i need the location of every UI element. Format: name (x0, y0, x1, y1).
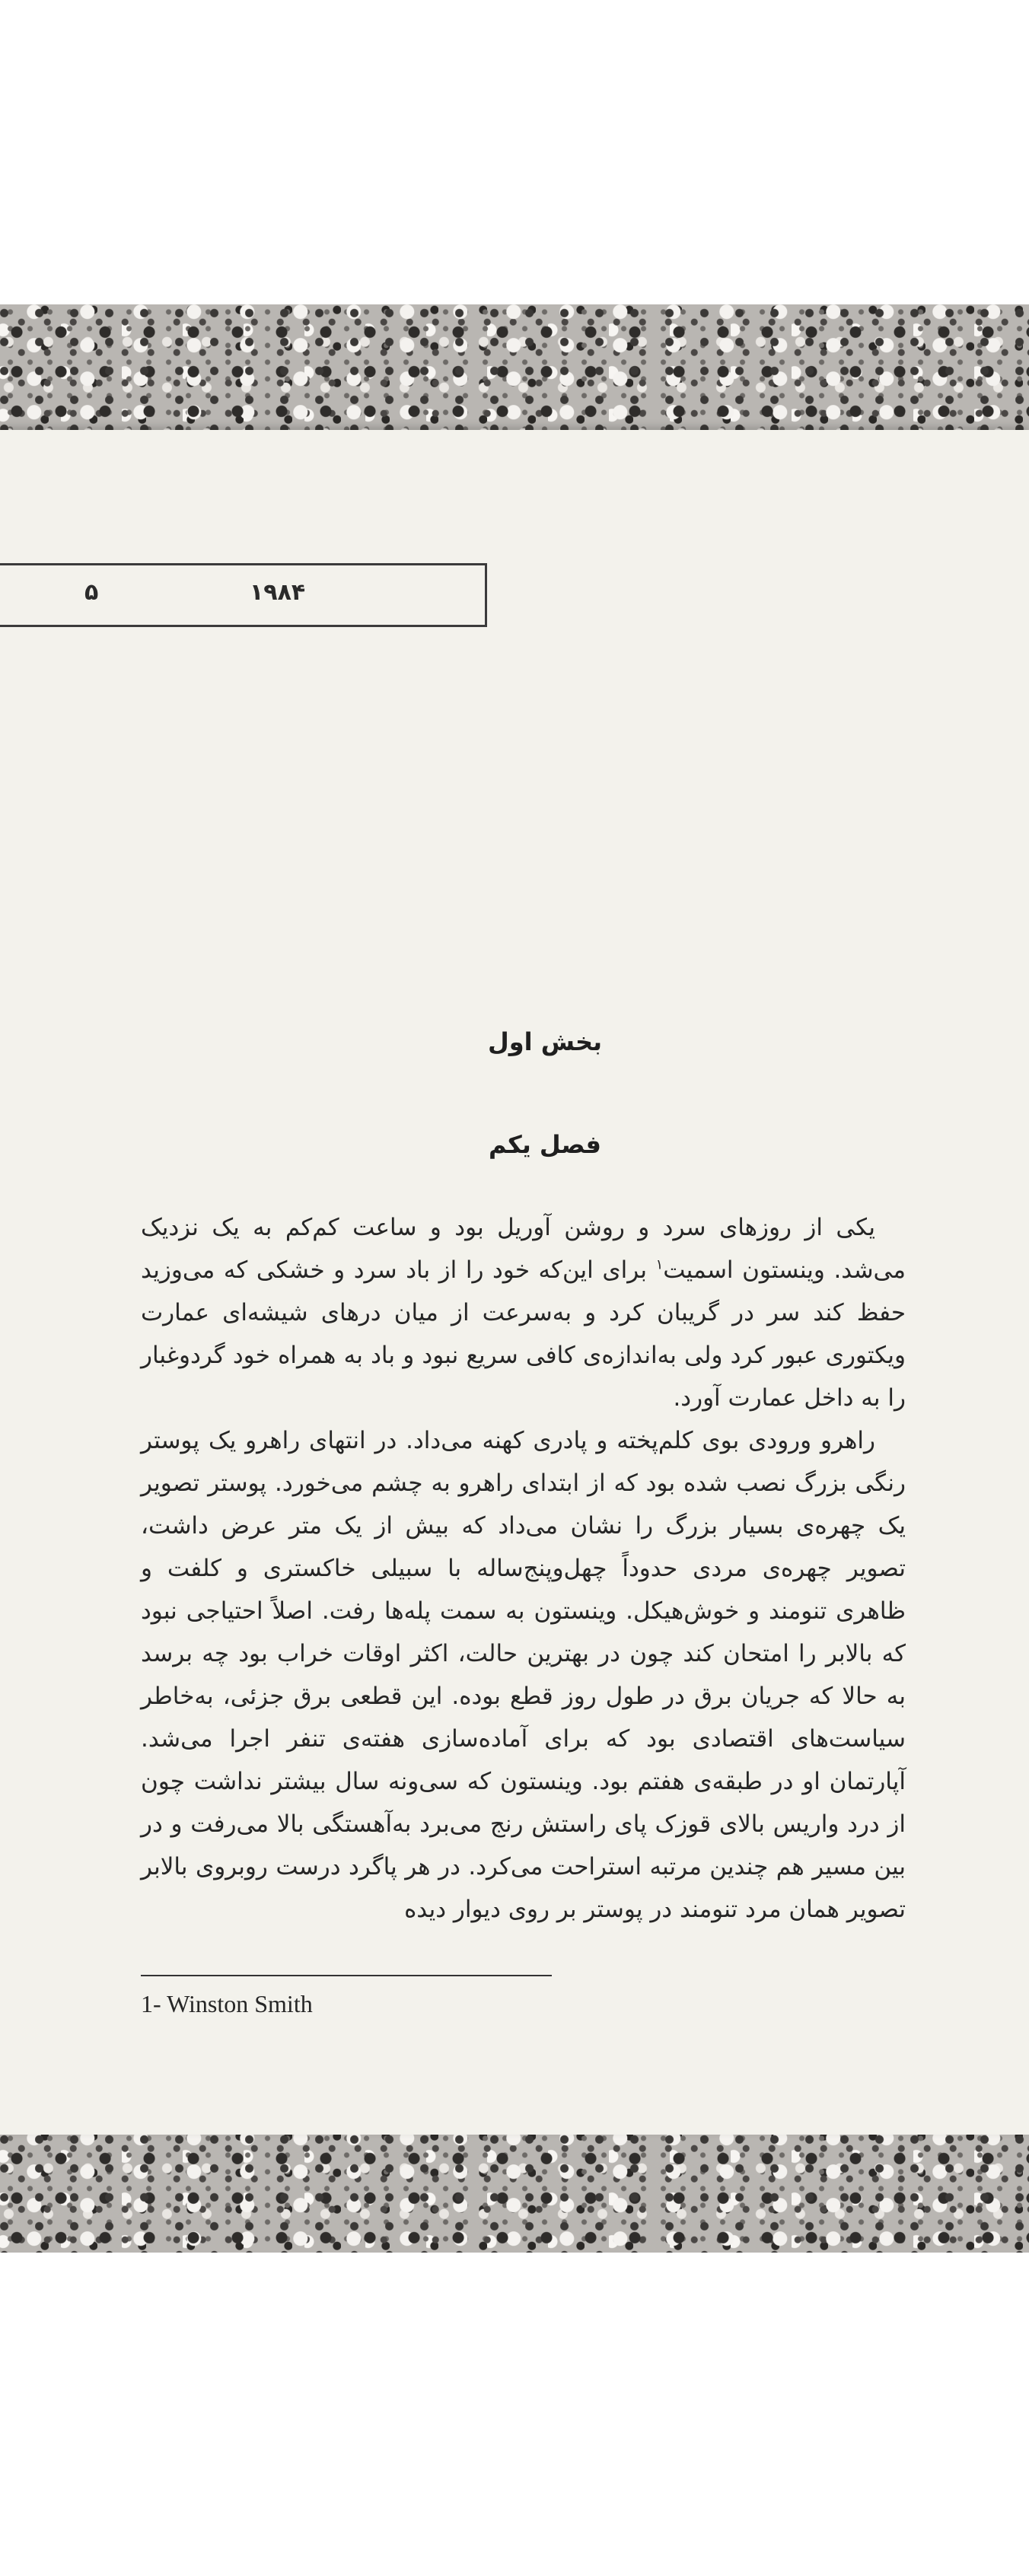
page-number: ۵ (84, 579, 99, 606)
book-page (0, 430, 1029, 2135)
paragraph-text: یکی از روزهای سرد و روشن آوریل بود و ساعت کم‌کم به یک نزدیک می‌شد. وینستون اسمیت (141, 1214, 906, 1284)
running-header (0, 563, 487, 627)
footnote-divider (141, 1975, 552, 1976)
granite-countertop-bottom (0, 2131, 1029, 2253)
paragraph-text: برای این‌که خود را از باد سرد و خشکی که می‌وزید حفظ کند سر در گریبان کرد و به‌سرعت از میان درهای شیشه‌ای عمارت ویکتوری عبور کرد ولی به‌اندازه‌ی کافی سریع نبود و باد به همراه خود گردوغبار را به داخل عمارت آورد. (141, 1256, 906, 1412)
body-text (141, 1206, 906, 1931)
footnote: 1- Winston Smith (141, 1990, 313, 2017)
paragraph (141, 1206, 906, 1419)
paragraph: راهرو ورودی بوی کلم‌پخته و پادری کهنه می‌داد. در انتهای راهرو یک پوستر رنگی بزرگ نصب شده بود که از ابتدای راهرو به چشم می‌خورد. پوستر تصویر یک چهره‌ی بسیار بزرگ را نشان می‌داد که بیش از یک متر عرض داشت، تصویر چهره‌ی مردی حدوداً چهل‌وپنج‌ساله با سبیلی خاکستری و کلفت و ظاهری تنومند و خوش‌هیکل. وینستون به سمت پله‌ها رفت. اصلاً احتیاجی نبود که بالابر را امتحان کند چون در بهترین حالت، اکثر اوقات خراب بود چه برسد به حالا که جریان برق در طول روز قطع بوده. این قطعی برق جزئی، به‌خاطر سیاست‌های اقتصادی بود که برای آماده‌سازی هفته‌ی تنفر اجرا می‌شد. آپارتمان او در طبقه‌ی هفتم بود. وینستون که سی‌ونه سال بیشتر نداشت چون از درد واریس بالای قوزک پای راستش رنج می‌برد به‌آهستگی بالا می‌رفت و در بین مسیر هم چندین مرتبه استراحت می‌کرد. در هر پاگرد درست روبروی بالابر تصویر همان مرد تنومند در پوستر بر روی دیوار دیده (141, 1427, 906, 1923)
chapter-title: فصل یکم (489, 1130, 601, 1159)
footnote-marker: ۱ (655, 1256, 664, 1273)
part-title: بخش اول (487, 1027, 603, 1056)
book-title: ۱۹۸۴ (250, 579, 306, 606)
